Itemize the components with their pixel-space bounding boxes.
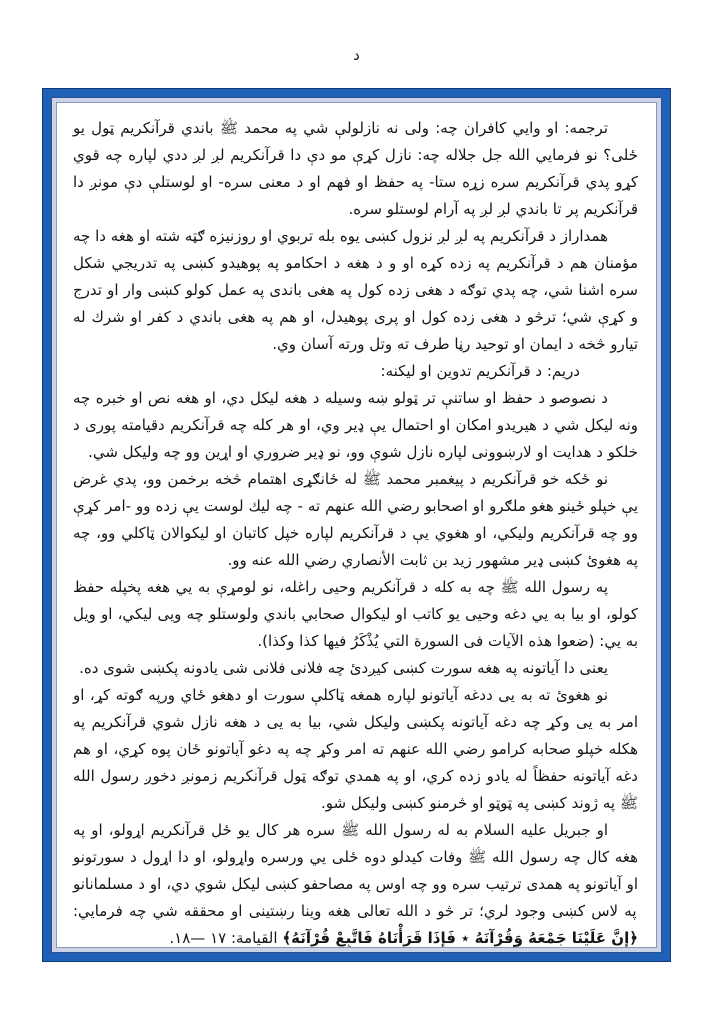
- page-number: د: [353, 46, 360, 64]
- paragraph-gradual-revelation: همداراز د قرآنكريم په لږ لږ نزول كښى يوه بله تربوي او روزنيزه ګټه شته او هغه دا چه مؤمنان هم د قرآنكريم په زده كړه او و د هغه د احكامو په پوهيدو كښى په تدريجي شكل سره اشنا شي، چه پدي توګه د هغى زده كول په هغى باندى په عمل كولو كښى وار او تدرج و كړې شي؛ ترڅو د هغى زده كول او پرى پوهيدل، او هم په هغى باندي د كفر او شرك له تيارو څخه د ايمان او توحيد رڼا طرف ته وتل ورته آسان وي.: [73, 227, 638, 353]
- paragraph-revelation-dictation: په رسول الله ﷺ چه به كله د قرآنكريم وحيى راغله، نو لومړې به يي هغه پخپله حفظ كولو، او بيا به يي دغه وحيى يو كاتب او ليكوال صحابي باندي ولوستلو چه ويى ليكي، او ويل به يي: (ضعوا هذه الآيات فى السورة التي يُذْكَرُ فيها كذا وكذا).: [73, 578, 638, 650]
- paragraph-memorization: نو هغوئ ته به يى ددغه آياتونو لپاره همغه ټاكلې سورت او دهغو ځاي ورپه ګوته كړ، او امر به يى وكړ چه دغه آياتونه پكښى وليكل شي، بيا به يى د هغه نازل شوي قرآنكريم په هكله خپلو صحابه كرامو رضي الله عنهم ته امر وكړ چه په دغو آياتونو ځان پوه كړي، او هم دغه آياتونه حفظاً له يادو زده كري، او په همدي توګه ټول قرآنكريم زمونږ دخوږ رسول الله ﷺ په ژوند كښى په ټوټو او څرمنو كښى وليكل شو.: [73, 686, 638, 812]
- paragraph-jibril-review: [73, 817, 638, 948]
- verse-reference: القيامة: ١٧ —١٨.: [169, 929, 278, 947]
- paragraph-explanation: يعنى دا آياتونه په هغه سورت كښى كيږدئ چه فلانى فلانى شى يادونه پكښى شوى ده.: [79, 659, 608, 677]
- paragraph-writing-importance: د نصوصو د حفظ او ساتنې تر ټولو ښه وسيله د هغه ليكل دي، او هغه نص او خبره چه ونه ليكل شي د هيريدو امكان او احتمال يې ډير وي، او هر كله چه قرآنكريم دقيامته پورى د خلكو د هدايت او لارښوونى لپاره نازل شوې وو، نو ډير ضروري او اړين وو چه وليكل شي.: [73, 389, 638, 461]
- paragraph-translation: ترجمه: او وايي كافران چه: ولى نه نازلولې شي په محمد ﷺ باندي قرآنكريم ټول يو ځلى؟ نو فرمايي الله جل جلاله چه: نازل كړې مو دې دا قرآنكريم لږ لږ ددي لپاره چه قوي كړو پدي قرآنكريم سره زړه ستا- په حفظ او فهم او د معنى سره- او لوستلې دې مونږ دا قرآنكريم پر تا باندي لږ لږ په آرام لوستلو سره.: [73, 119, 638, 218]
- page-content-area: [56, 102, 657, 948]
- paragraph-scribes: نو ځكه خو قرآنكريم د پيغمبر محمد ﷺ له ځانګړى اهتمام څخه برخمن وو، پدي غرض يې خپلو ځينو هغو ملګرو او اصحابو رضي الله عنهم ته - چه ليك لوست يې زده وو -امر كړې وو چه قرآنكريم وليكي، او هغوي يې د قرآنكريم لپاره خپل كاتبان او ليكوالان ټاكلي وو، چه په هغوئ كښى ډير مشهور زيد بن ثابت الأنصاري رضي الله عنه وو.: [73, 470, 638, 569]
- section-heading-third: دريم: د قرآنكريم تدوين او ليكنه:: [380, 362, 580, 380]
- page-border-frame: [42, 88, 671, 962]
- quran-verse: ﴿إِنَّ عَلَيْنَا جَمْعَهُ وَقُرْآنَهُ ٭ فَإِذَا قَرَأْنَاهُ فَاتَّبِعْ قُرْآنَهُ﴾: [282, 929, 638, 947]
- page-border-inner-band: [51, 97, 662, 953]
- closing-text-before-verse: او جبريل عليه السلام به له رسول الله ﷺ سره هر كال يو ځل قرآنكريم اړولو، او په هغه كال چه رسول الله ﷺ وفات كيدلو دوه ځلى يي ورسره واړولو، او دا اړول د سورتونو او آياتونو په همدى ترتيب سره وو چه اوس په مصاحفو كښى ليكل شوي دي، او د مسلمانانو په لاس كښى وجود لري؛ تر څو د الله تعالى هغه وينا رښتينى او محققه شي چه فرمايي:: [73, 821, 638, 920]
- body-text: [73, 115, 638, 948]
